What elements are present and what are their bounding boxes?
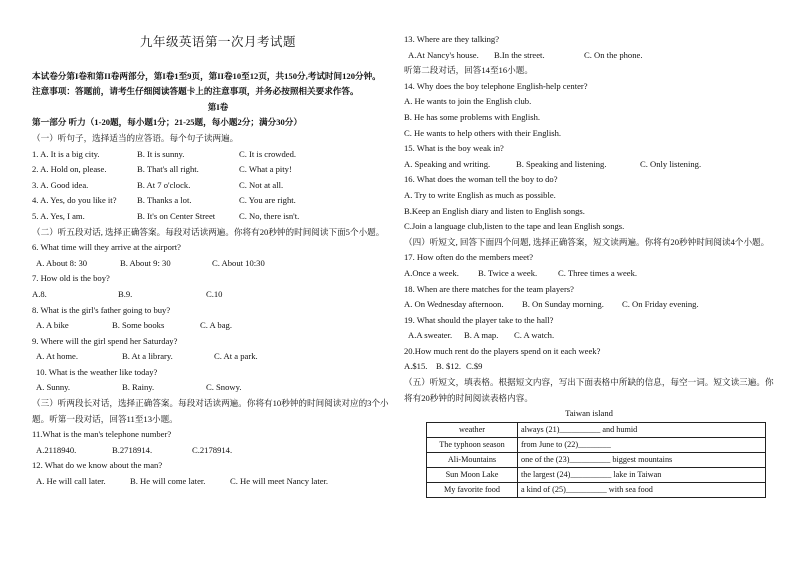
option-b: B. He has some problems with English.: [404, 111, 541, 122]
section3-instruction: （三）听两段长对话，选择正确答案。每段对话读两遍。你将有10秒钟的时间阅读对应的3个小题。听第一段对话，回答11至13小题。: [32, 398, 389, 424]
option-b: B.2718914.: [112, 444, 153, 455]
option-c: C. Only listening.: [640, 158, 702, 169]
fill-in-table: [426, 422, 766, 498]
question-19: 19. What should the player take to the hall?: [404, 314, 554, 325]
page-title: 九年级英语第一次月考试题: [139, 35, 296, 49]
option-c: C. He will meet Nancy later.: [230, 476, 329, 487]
question-9: 9. Where will the girl spend her Saturday?: [32, 335, 178, 346]
table-row: [427, 467, 766, 482]
question-15-options: [404, 157, 774, 173]
option-b: B. Some books: [112, 320, 165, 331]
question-8-options: [32, 318, 404, 334]
section1-instruction: （一）听句子，选择适当的应答语。每个句子读两遍。: [32, 132, 239, 143]
question-6-options: [32, 256, 404, 272]
table-value: a kind of (25)__________ with sea food: [518, 482, 766, 497]
option-a: A. At home.: [36, 351, 79, 362]
question-12: 12. What do we know about the man?: [32, 460, 163, 471]
option-c: C. No, there isn't.: [239, 210, 300, 221]
table-key: The typhoon season: [427, 437, 518, 452]
question-13-options: [404, 48, 774, 64]
question-10-options: [32, 380, 404, 396]
question-11: 11.What is the man's telephone number?: [32, 429, 172, 440]
option-a: A. Sunny.: [36, 382, 71, 393]
question-10: 10. What is the weather like today?: [36, 366, 158, 377]
option-b: B. Speaking and listening.: [516, 158, 607, 169]
option-c: C.Join a language club,listen to the tape and lean English songs.: [404, 221, 625, 232]
option-a: A.$15.: [404, 361, 428, 372]
question-1: [32, 147, 404, 163]
option-a: A.At Nancy's house.: [408, 49, 479, 60]
question-2: [32, 162, 404, 178]
option-b: B.9.: [118, 288, 133, 299]
question-13: 13. Where are they talking?: [404, 34, 500, 44]
option-b: B. About 9: 30: [120, 257, 171, 268]
table-key: Sun Moon Lake: [427, 467, 518, 482]
table-row: [427, 437, 766, 452]
option-c: C. A bag.: [200, 320, 232, 331]
option-a: 1. A. It is a big city.: [32, 148, 100, 159]
table-key: Ali-Mountains: [427, 452, 518, 467]
option-c: C.$9: [466, 361, 483, 372]
option-a: A. On Wednesday afternoon.: [404, 299, 504, 310]
option-c: C. He wants to help others with their English.: [404, 127, 562, 138]
option-c: C. Snowy.: [206, 382, 242, 393]
option-c: C. On the phone.: [584, 49, 643, 60]
table-row: [427, 482, 766, 497]
option-b: B. At a library.: [122, 351, 173, 362]
option-b: B. Thanks a lot.: [137, 195, 192, 206]
option-b: B. It's on Center Street: [137, 210, 216, 221]
right-column: [404, 32, 774, 498]
option-b: B. On Sunday morning.: [522, 299, 604, 310]
option-c: C. It is crowded.: [239, 148, 297, 159]
section2-instruction: （二）听五段对话, 选择正确答案。每段对话读两遍。你将有20秒钟的时间阅读下面5个小题。: [32, 226, 385, 237]
left-column: [32, 0, 404, 490]
question-6: 6. What time will they arrive at the airport?: [32, 242, 181, 253]
question-17: 17. How often do the members meet?: [404, 252, 534, 263]
exam-intro: 本试卷分第I卷和第II卷两部分，第I卷1至9页，第II卷10至12页，共150分,考试时间120分钟。: [32, 70, 381, 81]
question-4: [32, 193, 404, 209]
question-16: 16. What does the woman tell the boy to do?: [404, 174, 558, 185]
option-a: 3. A. Good idea.: [32, 179, 89, 190]
question-20-options: [404, 359, 774, 375]
option-c: C. On Friday evening.: [622, 299, 699, 310]
part1-header: 第一部分 听力（1-20题，每小题1分；21-25题，每小题2分；满分30分）: [32, 117, 302, 128]
option-b: B. It is sunny.: [137, 148, 185, 159]
option-b: B.Keep an English diary and listen to English songs.: [404, 205, 585, 216]
question-14: 14. Why does the boy telephone English-help center?: [404, 80, 588, 91]
section3b-instruction: 听第二段对话，回答14至16小题。: [404, 65, 533, 76]
option-c: C. You are right.: [239, 195, 296, 206]
option-c: C. A watch.: [514, 330, 555, 341]
option-a: A. Try to write English as much as possible.: [404, 189, 556, 200]
table-value: one of the (23)__________ biggest mountains: [518, 452, 766, 467]
section-title: 第I卷: [207, 101, 229, 112]
table-key: weather: [427, 422, 518, 437]
question-12-options: [32, 474, 404, 490]
option-a: A.Once a week.: [404, 267, 459, 278]
option-a: A. He wants to join the English club.: [404, 96, 532, 107]
option-b: B. $12.: [436, 361, 462, 372]
option-b: B. That's all right.: [137, 164, 199, 175]
option-b: B. Rainy.: [122, 382, 155, 393]
question-20: 20.How much rent do the players spend on it each week?: [404, 345, 601, 356]
option-b: B. A map.: [464, 330, 499, 341]
question-3: [32, 178, 404, 194]
option-c: C. About 10:30: [212, 257, 265, 268]
question-9-options: [32, 349, 404, 365]
section5-instruction: （五）听短文，填表格。根据短文内容，写出下面表格中所缺的信息，每空一词。短文读三遍。你将有20秒钟的时间阅读表格内容。: [404, 377, 774, 403]
table-value: always (21)__________ and humid: [518, 422, 766, 437]
question-7-options: [32, 287, 404, 303]
table-key: My favorite food: [427, 482, 518, 497]
section4-instruction: （四）听短文, 回答下面四个问题, 选择正确答案，短文读两遍。你将有20秒钟时间阅读4个小题。: [404, 236, 770, 247]
question-15: 15. What is the boy weak in?: [404, 143, 504, 154]
option-b: B. Twice a week.: [478, 267, 538, 278]
option-a: A. Speaking and writing.: [404, 158, 491, 169]
question-17-options: [404, 266, 774, 282]
option-c: C. What a pity!: [239, 164, 292, 175]
option-c: C. At a park.: [214, 351, 258, 362]
option-c: C. Three times a week.: [558, 267, 638, 278]
question-18: 18. When are there matches for the team players?: [404, 283, 574, 294]
option-a: A.8.: [32, 288, 47, 299]
question-11-options: [32, 443, 404, 459]
table-row: [427, 452, 766, 467]
option-a: A. About 8: 30: [36, 257, 88, 268]
question-5: [32, 209, 404, 225]
option-a: 5. A. Yes, I am.: [32, 210, 85, 221]
question-19-options: [404, 328, 774, 344]
table-value: from June to (22)________: [518, 437, 766, 452]
option-b: B. At 7 o'clock.: [137, 179, 191, 190]
table-row: [427, 422, 766, 437]
option-c: C. Not at all.: [239, 179, 284, 190]
question-18-options: [404, 297, 774, 313]
option-a: A. A bike: [36, 320, 69, 331]
exam-notice: 注意事项：答题前，请考生仔细阅读答题卡上的注意事项，并务必按照相关要求作答。: [32, 86, 359, 97]
option-a: 4. A. Yes, do you like it?: [32, 195, 117, 206]
option-c: C.2178914.: [192, 444, 233, 455]
table-value: the largest (24)__________ lake in Taiwan: [518, 467, 766, 482]
option-b: B. He will come later.: [130, 476, 206, 487]
option-c: C.10: [206, 288, 223, 299]
table-caption: Taiwan island: [565, 408, 613, 419]
option-a: A.2118940.: [36, 444, 77, 455]
option-a: 2. A. Hold on, please.: [32, 164, 107, 175]
option-a: A.A sweater.: [408, 330, 453, 341]
question-7: 7. How old is the boy?: [32, 273, 110, 284]
option-b: B.In the street.: [494, 49, 545, 60]
option-a: A. He will call later.: [36, 476, 106, 487]
question-8: 8. What is the girl's father going to buy?: [32, 304, 171, 315]
